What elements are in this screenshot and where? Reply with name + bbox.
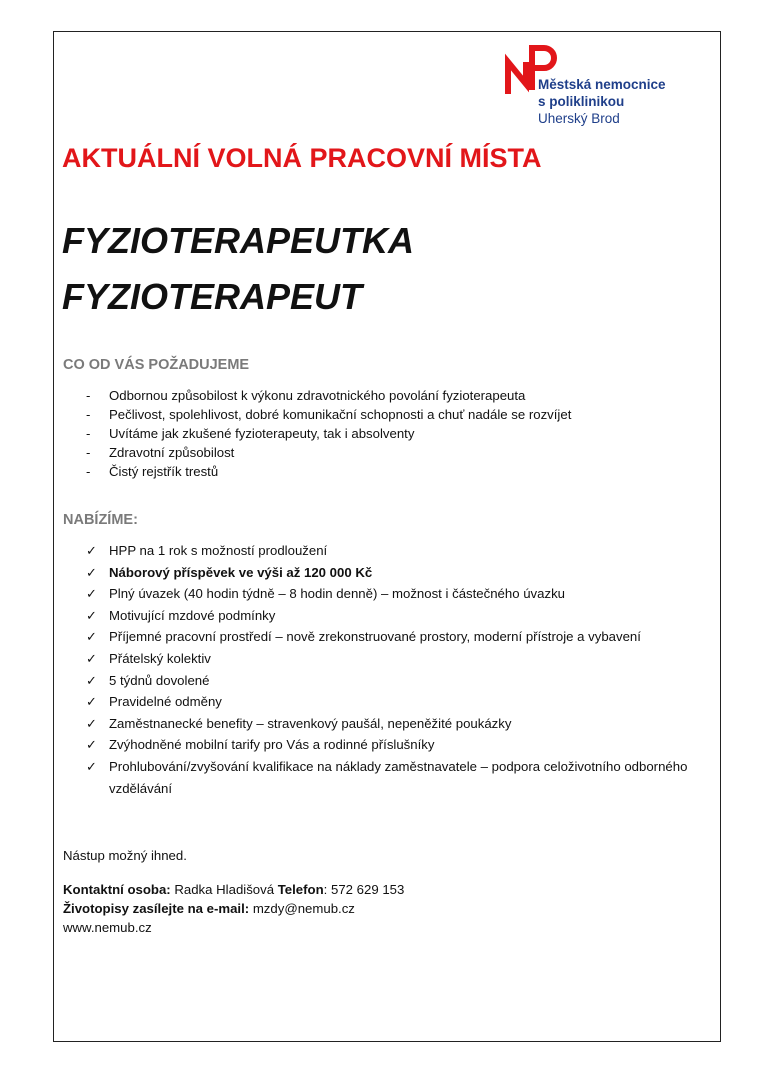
list-item-text: Pravidelné odměny xyxy=(109,694,222,710)
logo-line-3: Uherský Brod xyxy=(538,111,620,126)
offer-heading: NABÍZÍME: xyxy=(63,512,138,528)
list-item-text: Prohlubování/zvyšování kvalifikace na náklady zaměstnavatele – podpora celoživotního odborného vzdělávání xyxy=(109,758,688,796)
list-item-text: Zvýhodněné mobilní tarify pro Vás a rodinné příslušníky xyxy=(109,737,435,753)
dash-bullet: - xyxy=(86,407,91,422)
dash-bullet: - xyxy=(86,388,91,403)
list-item-text: Pečlivost, spolehlivost, dobré komunikační schopnosti a chuť nadále se rozvíjet xyxy=(109,407,572,422)
job-title-male: FYZIOTERAPEUT xyxy=(62,276,363,317)
checkmark-icon: ✓ xyxy=(86,543,97,558)
list-item xyxy=(84,405,571,424)
list-item xyxy=(84,562,704,584)
list-item xyxy=(84,691,704,713)
list-item-text: Zdravotní způsobilost xyxy=(109,445,235,460)
list-item-text: Čistý rejstřík trestů xyxy=(109,464,219,479)
checkmark-icon: ✓ xyxy=(86,564,97,580)
checkmark-icon: ✓ xyxy=(86,715,97,731)
cv-line xyxy=(63,899,355,918)
list-item xyxy=(84,540,704,562)
list-item-text: Příjemné pracovní prostředí – nově zrekonstruované prostory, moderní přístroje a vybavení xyxy=(109,629,641,645)
contact-line xyxy=(63,880,404,899)
list-item xyxy=(84,583,704,605)
list-item-text: Plný úvazek (40 hodin týdně – 8 hodin denně) – možnost i částečného úvazku xyxy=(109,586,565,602)
list-item-text: 5 týdnů dovolené xyxy=(109,672,210,688)
hospital-logo xyxy=(500,42,696,134)
checkmark-icon: ✓ xyxy=(86,672,97,688)
list-item xyxy=(84,605,704,627)
list-item xyxy=(84,756,704,799)
dash-bullet: - xyxy=(86,426,91,441)
checkmark-icon: ✓ xyxy=(86,758,97,774)
dash-bullet: - xyxy=(86,464,91,479)
requirements-list xyxy=(84,386,571,481)
logo-line-1: Městská nemocnice xyxy=(538,77,666,92)
checkmark-icon: ✓ xyxy=(86,694,97,710)
list-item-text: Uvítáme jak zkušené fyzioterapeuty, tak i absolventy xyxy=(109,426,415,441)
checkmark-icon: ✓ xyxy=(86,607,97,623)
list-item xyxy=(84,386,571,405)
checkmark-icon: ✓ xyxy=(86,586,97,602)
website-link: www.nemub.cz xyxy=(63,920,152,935)
checkmark-icon: ✓ xyxy=(86,629,97,645)
contact-name: Radka Hladišová xyxy=(170,882,278,897)
logo-line-2: s poliklinikou xyxy=(538,94,625,109)
list-item-text: HPP na 1 rok s možností prodloužení xyxy=(109,543,328,558)
checkmark-icon: ✓ xyxy=(86,650,97,666)
start-date-note: Nástup možný ihned. xyxy=(63,848,187,863)
requirements-heading: CO OD VÁS POŽADUJEME xyxy=(63,357,250,373)
contact-label: Kontaktní osoba: xyxy=(63,882,171,897)
list-item xyxy=(84,626,704,648)
cv-label: Životopisy zasílejte na e-mail: xyxy=(63,901,250,916)
list-item xyxy=(84,734,704,756)
list-item xyxy=(84,424,571,443)
checkmark-icon: ✓ xyxy=(86,737,97,753)
list-item xyxy=(84,713,704,735)
list-item-text: Přátelský kolektiv xyxy=(109,650,211,666)
list-item-text: Zaměstnanecké benefity – stravenkový paušál, nepeněžité poukázky xyxy=(109,715,512,731)
list-item xyxy=(84,648,704,670)
logo-text xyxy=(538,76,666,127)
list-item-text: Odbornou způsobilost k výkonu zdravotnického povolání fyzioterapeuta xyxy=(109,388,526,403)
phone-value: : 572 629 153 xyxy=(323,882,405,897)
dash-bullet: - xyxy=(86,445,91,460)
list-item-text: Motivující mzdové podmínky xyxy=(109,607,276,623)
list-item xyxy=(84,462,571,481)
list-item-text: Náborový příspěvek ve výši až 120 000 Kč xyxy=(109,564,373,580)
cv-email: mzdy@nemub.cz xyxy=(249,901,355,916)
offer-list xyxy=(84,540,704,799)
job-title-female: FYZIOTERAPEUTKA xyxy=(62,220,415,261)
list-item xyxy=(84,670,704,692)
list-item xyxy=(84,443,571,462)
phone-label: Telefon xyxy=(277,882,324,897)
page-headline: AKTUÁLNÍ VOLNÁ PRACOVNÍ MÍSTA xyxy=(62,143,542,173)
